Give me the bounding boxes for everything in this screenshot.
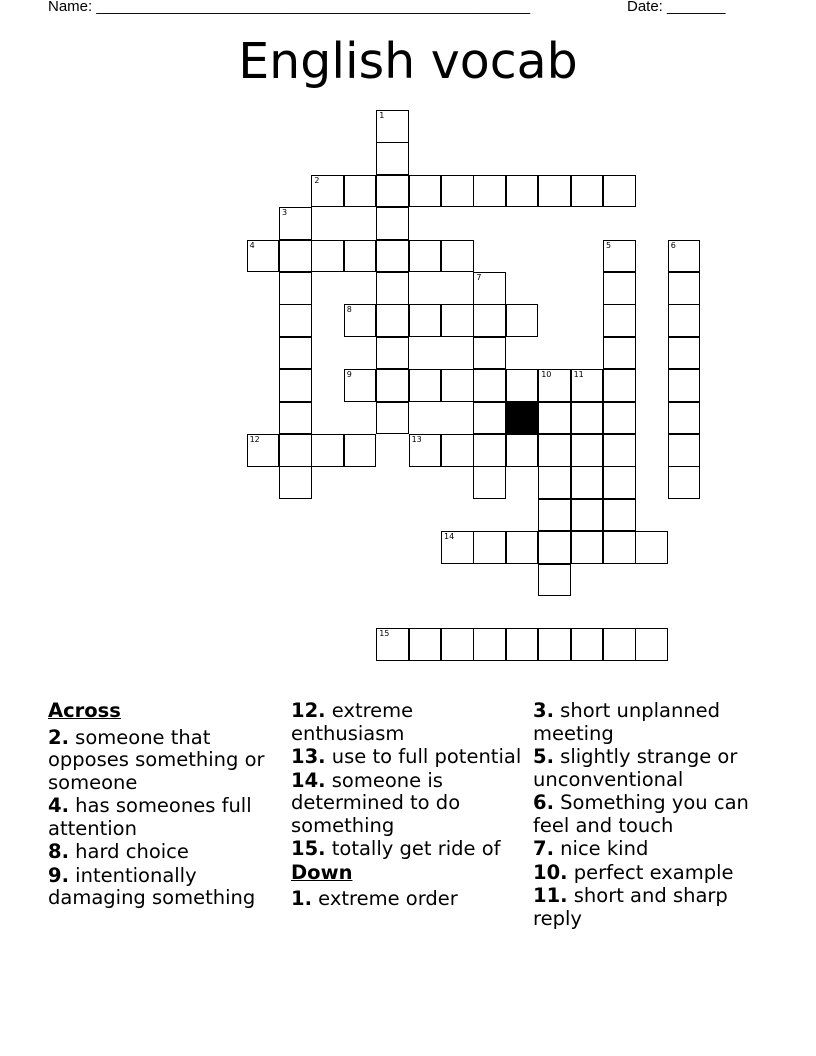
clue-item-text: short and sharp reply	[533, 884, 728, 930]
crossword-cell[interactable]	[603, 240, 636, 273]
clue-column-1	[48, 700, 280, 911]
crossword-cell[interactable]	[279, 304, 312, 337]
clue-number-label: 15	[379, 629, 390, 639]
crossword-cell[interactable]	[344, 369, 377, 402]
clue-item-text: short unplanned meeting	[533, 699, 721, 745]
down-heading: Down	[291, 860, 353, 884]
crossword-cell[interactable]	[506, 304, 539, 337]
page-title: English vocab	[238, 33, 578, 90]
crossword-cell[interactable]	[538, 564, 571, 597]
crossword-cell[interactable]	[247, 240, 280, 273]
clue-item-number: 13.	[291, 745, 326, 768]
clue-item-text: intentionally damaging something	[48, 863, 256, 909]
clue-item-number: 11.	[533, 884, 568, 907]
crossword-cell[interactable]	[506, 175, 539, 208]
crossword-cell[interactable]	[603, 175, 636, 208]
clue-number-label: 3	[282, 208, 288, 218]
clue-item	[291, 770, 523, 838]
clue-column-3	[533, 700, 765, 931]
across-clue-list-continued	[291, 700, 523, 861]
crossword-cell[interactable]	[538, 434, 571, 467]
clue-number-label: 11	[573, 370, 584, 380]
clue-number-label: 5	[606, 240, 612, 250]
crossword-cell[interactable]	[473, 175, 506, 208]
crossword-cell[interactable]	[409, 175, 442, 208]
clue-number-label: 10	[541, 370, 552, 380]
crossword-cell[interactable]	[376, 337, 409, 370]
crossword-cell[interactable]	[668, 369, 701, 402]
crossword-cell[interactable]	[473, 402, 506, 435]
clue-item	[533, 792, 765, 837]
crossword-cell[interactable]	[279, 466, 312, 499]
crossword-cell[interactable]	[668, 466, 701, 499]
clue-item	[291, 838, 523, 861]
clue-item-text: extreme enthusiasm	[291, 699, 414, 745]
clue-item	[48, 841, 280, 864]
clue-item-text: perfect example	[567, 860, 734, 884]
crossword-cell[interactable]	[376, 240, 409, 273]
name-field-label: Name: ____________________________________________________	[48, 0, 531, 15]
crossword-cell[interactable]	[603, 304, 636, 337]
crossword-cell[interactable]	[376, 628, 409, 661]
crossword-cell[interactable]	[311, 434, 344, 467]
crossword-cell[interactable]	[668, 402, 701, 435]
crossword-cell[interactable]	[668, 272, 701, 305]
clue-item	[48, 727, 280, 795]
crossword-cell[interactable]	[376, 207, 409, 240]
crossword-cell[interactable]	[538, 175, 571, 208]
crossword-cell[interactable]	[441, 531, 474, 564]
crossword-cell[interactable]	[603, 402, 636, 435]
crossword-cell[interactable]	[473, 337, 506, 370]
crossword-cell[interactable]	[571, 434, 604, 467]
crossword-cell[interactable]	[571, 369, 604, 402]
down-clue-list	[291, 888, 523, 911]
clue-number-label: 4	[249, 240, 255, 250]
crossword-cell[interactable]	[571, 531, 604, 564]
crossword-cell[interactable]	[441, 434, 474, 467]
clue-item-text: totally get ride of	[325, 837, 501, 860]
clue-number-label: 13	[411, 435, 422, 444]
crossword-cell[interactable]	[603, 272, 636, 305]
clue-number-label: 14	[444, 532, 455, 542]
crossword-cell[interactable]	[506, 531, 539, 564]
crossword-cell[interactable]	[409, 369, 442, 402]
across-clue-list	[48, 727, 280, 910]
crossword-cell[interactable]	[376, 304, 409, 337]
clue-item-text: hard choice	[68, 840, 189, 863]
down-clue-list-continued	[533, 700, 765, 930]
crossword-cell[interactable]	[279, 434, 312, 467]
crossword-cell[interactable]	[668, 304, 701, 337]
crossword-cell[interactable]	[538, 402, 571, 435]
clue-item-number: 12.	[291, 699, 326, 722]
crossword-cell[interactable]	[311, 175, 344, 208]
crossword-cell[interactable]	[376, 369, 409, 402]
crossword-cell[interactable]	[279, 337, 312, 370]
crossword-cell[interactable]	[603, 337, 636, 370]
crossword-cell[interactable]	[441, 304, 474, 337]
clue-number-label: 12	[249, 435, 260, 444]
clue-item-text: someone that opposes something or someone	[48, 725, 265, 794]
crossword-cell[interactable]	[668, 337, 701, 370]
crossword-cell[interactable]	[668, 240, 701, 273]
crossword-cell[interactable]	[279, 402, 312, 435]
crossword-cell[interactable]	[376, 110, 409, 143]
clue-number-label: 2	[314, 175, 320, 185]
crossword-cell[interactable]	[376, 142, 409, 175]
clue-item-number: 6.	[533, 791, 554, 814]
crossword-cell[interactable]	[279, 207, 312, 240]
clue-item	[291, 700, 523, 745]
crossword-cell[interactable]	[603, 499, 636, 532]
clue-item-number: 2.	[48, 725, 69, 749]
crossword-cell[interactable]	[376, 175, 409, 208]
crossword-cell[interactable]	[538, 466, 571, 499]
clue-column-2	[291, 700, 523, 912]
crossword-cell[interactable]	[603, 434, 636, 467]
clue-number-label: 8	[346, 305, 352, 315]
crossword-cell[interactable]	[441, 369, 474, 402]
crossword-cell[interactable]	[344, 175, 377, 208]
clue-item	[533, 746, 765, 791]
crossword-cell[interactable]	[441, 175, 474, 208]
crossword-cell[interactable]	[538, 499, 571, 532]
clue-item-number: 5.	[533, 745, 554, 768]
crossword-cell[interactable]	[344, 240, 377, 273]
crossword-cell[interactable]	[279, 272, 312, 305]
clue-item	[291, 746, 523, 769]
crossword-cell[interactable]	[344, 304, 377, 337]
crossword-cell[interactable]	[538, 628, 571, 661]
crossword-cell[interactable]	[376, 402, 409, 435]
crossword-cell[interactable]	[409, 240, 442, 273]
clue-item	[533, 885, 765, 930]
crossword-cell[interactable]	[473, 628, 506, 661]
crossword-cell[interactable]	[409, 434, 442, 467]
crossword-cell[interactable]	[473, 369, 506, 402]
crossword-cell[interactable]	[571, 499, 604, 532]
crossword-cell[interactable]	[409, 304, 442, 337]
clue-item	[533, 838, 765, 861]
crossword-cell[interactable]	[603, 466, 636, 499]
clue-item	[48, 865, 280, 910]
clue-item-number: 1.	[291, 887, 312, 910]
crossword-cell[interactable]	[571, 402, 604, 435]
clue-item-number: 8.	[48, 840, 69, 863]
crossword-cell[interactable]	[473, 272, 506, 305]
crossword-cell[interactable]	[538, 531, 571, 564]
crossword-cell[interactable]	[376, 272, 409, 305]
crossword-cell[interactable]	[603, 531, 636, 564]
clue-item-text: Something you can feel and touch	[533, 791, 749, 837]
crossword-cell[interactable]	[668, 434, 701, 467]
clue-item	[48, 795, 280, 840]
crossword-cell[interactable]	[635, 531, 668, 564]
clue-number-label: 6	[670, 240, 676, 250]
date-field-label: Date: _______	[627, 0, 726, 15]
crossword-cell[interactable]	[473, 304, 506, 337]
clue-item-number: 15.	[291, 837, 326, 860]
crossword-cell[interactable]	[506, 369, 539, 402]
across-heading: Across	[48, 699, 121, 722]
crossword-cell[interactable]	[571, 175, 604, 208]
clue-item	[533, 700, 765, 745]
crossword-cell[interactable]	[571, 628, 604, 661]
crossword-cell[interactable]	[311, 240, 344, 273]
clue-item-number: 4.	[48, 794, 69, 817]
clue-item	[533, 862, 765, 885]
clue-item-number: 10.	[533, 860, 568, 884]
crossword-cell[interactable]	[571, 466, 604, 499]
clue-item-number: 14.	[291, 768, 326, 792]
crossword-cell[interactable]	[279, 369, 312, 402]
clue-number-label: 1	[379, 111, 385, 120]
clue-item-text: someone is determined to do something	[291, 768, 461, 837]
clue-item-number: 3.	[533, 699, 554, 722]
crossword-cell[interactable]	[635, 628, 668, 661]
crossword-black-cell	[506, 402, 539, 435]
crossword-cell[interactable]	[344, 434, 377, 467]
clue-item	[291, 888, 523, 911]
clue-item-number: 7.	[533, 837, 554, 860]
clue-item-text: nice kind	[553, 837, 649, 860]
crossword-cell[interactable]	[603, 369, 636, 402]
clue-item-text: slightly strange or unconventional	[533, 745, 738, 791]
clue-number-label: 9	[346, 370, 352, 380]
crossword-cell[interactable]	[506, 434, 539, 467]
crossword-cell[interactable]	[409, 628, 442, 661]
crossword-cell[interactable]	[473, 434, 506, 467]
crossword-cell[interactable]	[473, 466, 506, 499]
clue-item-number: 9.	[48, 863, 69, 887]
crossword-cell[interactable]	[473, 531, 506, 564]
clue-item-text: has someones full attention	[48, 794, 252, 840]
crossword-cell[interactable]	[279, 240, 312, 273]
crossword-cell[interactable]	[506, 628, 539, 661]
crossword-cell[interactable]	[441, 628, 474, 661]
clue-item-text: use to full potential	[325, 745, 522, 768]
clue-number-label: 7	[476, 273, 482, 282]
crossword-cell[interactable]	[603, 628, 636, 661]
clue-item-text: extreme order	[311, 887, 458, 910]
crossword-cell[interactable]	[538, 369, 571, 402]
crossword-cell[interactable]	[441, 240, 474, 273]
crossword-cell[interactable]	[247, 434, 280, 467]
